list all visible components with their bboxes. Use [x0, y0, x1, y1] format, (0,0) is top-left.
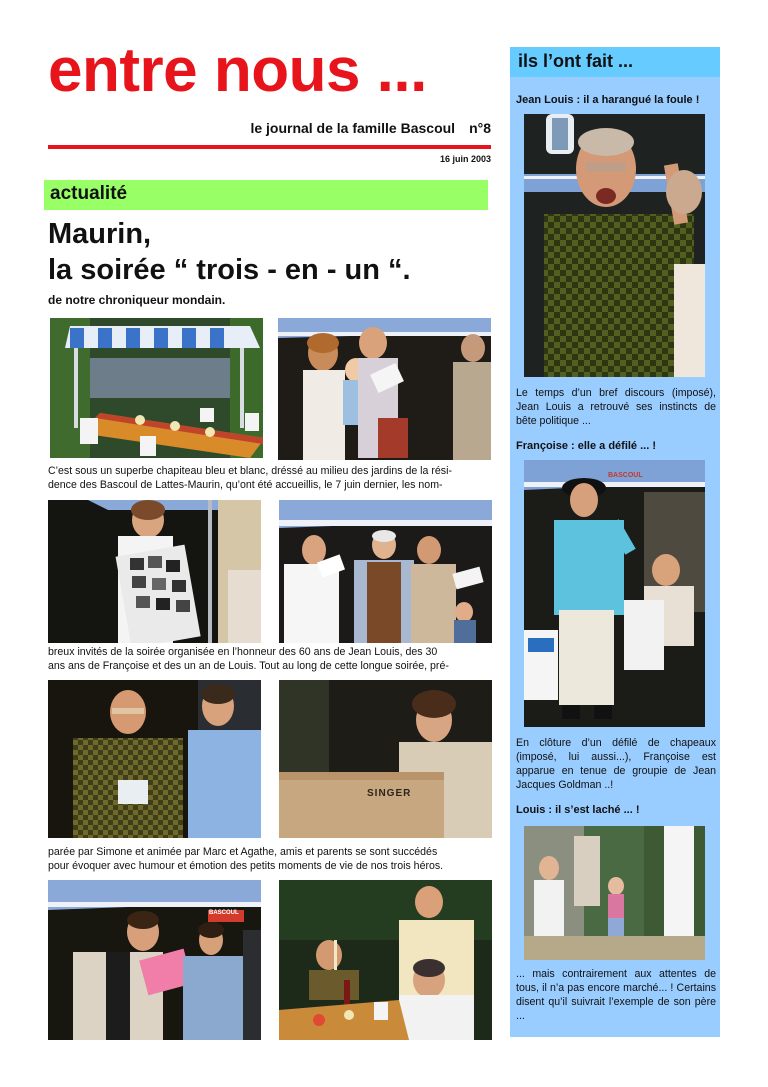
sidebar-banner-sign: BASCOUL: [608, 472, 643, 479]
photo-gift-opening: [48, 680, 261, 838]
article-paragraph-3: [48, 845, 492, 873]
section-label: actualité: [50, 183, 128, 204]
sidebar-header: [510, 47, 720, 77]
photo-singer-box: [279, 680, 492, 838]
sidebar-ils-ont-fait: [510, 47, 720, 1037]
masthead-subtitle: le journal de la famille Bascoul: [250, 120, 456, 136]
photo-marquee-tables: [50, 318, 263, 458]
sidebar-item3-text: ... mais contrairement aux attentes de tous, il n’a pas encore marché... ! Certains disent qu’il suivrait l’exemple de son père ...: [516, 968, 716, 1022]
masthead-block: [48, 36, 498, 105]
masthead-rule: [48, 145, 491, 149]
paragraph-1-line-2: dence des Bascoul de Lattes-Maurin, qu’ont été accueillis, le 7 juin dernier, les nom-: [48, 479, 443, 491]
paragraph-3-line-2: pour évoquer avec humour et émotion des petits moments de vie de nos trois héros.: [48, 860, 444, 872]
masthead-title: entre nous ...: [48, 36, 427, 105]
sidebar-item2-heading: Françoise : elle a défilé ... !: [516, 440, 656, 452]
sidebar-photo-louis: [524, 826, 705, 960]
sidebar-item3-heading: Louis : il s’est laché ... !: [516, 804, 640, 816]
article-paragraph-1: [48, 464, 492, 492]
issue-date: 16 juin 2003: [439, 154, 491, 164]
headline-line-2: la soirée “ trois - en - un “.: [48, 254, 411, 286]
paragraph-1-line-1: C’est sous un superbe chapiteau bleu et blanc, dréssé au milieu des jardins de la rési-: [48, 465, 452, 477]
singer-box-label: SINGER: [367, 788, 412, 799]
sidebar-item2-text: En clôture d’un défilé de chapeaux (imposé, lui aussi...), Françoise est apparue en tenue de groupie de Jean Jacques Goldman ..!: [516, 737, 716, 791]
section-bar: [44, 180, 488, 210]
sidebar-photo-jean-louis: [524, 114, 705, 377]
paragraph-3-line-1: parée par Simone et animée par Marc et Agathe, amis et parents se sont succédés: [48, 846, 438, 858]
article-byline: de notre chroniqueur mondain.: [48, 293, 226, 307]
photo-women-baby: [278, 318, 491, 460]
sidebar-title: ils l’ont fait ...: [518, 51, 634, 71]
masthead-subtitle-row: [216, 120, 491, 136]
sidebar-photo-francoise: [524, 460, 705, 727]
photo-dinner-table: [279, 880, 492, 1040]
issue-number: n°8: [469, 120, 491, 136]
photo-woman-photo-board: [48, 500, 261, 643]
article-paragraph-2: [48, 645, 492, 673]
article-headline: [48, 216, 488, 288]
sidebar-item1-text: Le temps d’un bref discours (imposé), Jean Louis a retrouvé ses instincts de bête politique ...: [516, 387, 716, 427]
paragraph-2-line-1: breux invités de la soirée organisée en l’honneur des 60 ans de Jean Louis, des 30: [48, 646, 438, 658]
photo-men-reading: [279, 500, 492, 643]
banner-sign: BASCOUL: [209, 910, 239, 916]
paragraph-2-line-2: ans ans de Françoise et des un an de Louis. Tout au long de cette longue soirée, pré-: [48, 660, 449, 672]
photo-men-pink-card: [48, 880, 261, 1040]
headline-line-1: Maurin,: [48, 218, 152, 250]
sidebar-item1-heading: Jean Louis : il a harangué la foule !: [516, 94, 700, 106]
